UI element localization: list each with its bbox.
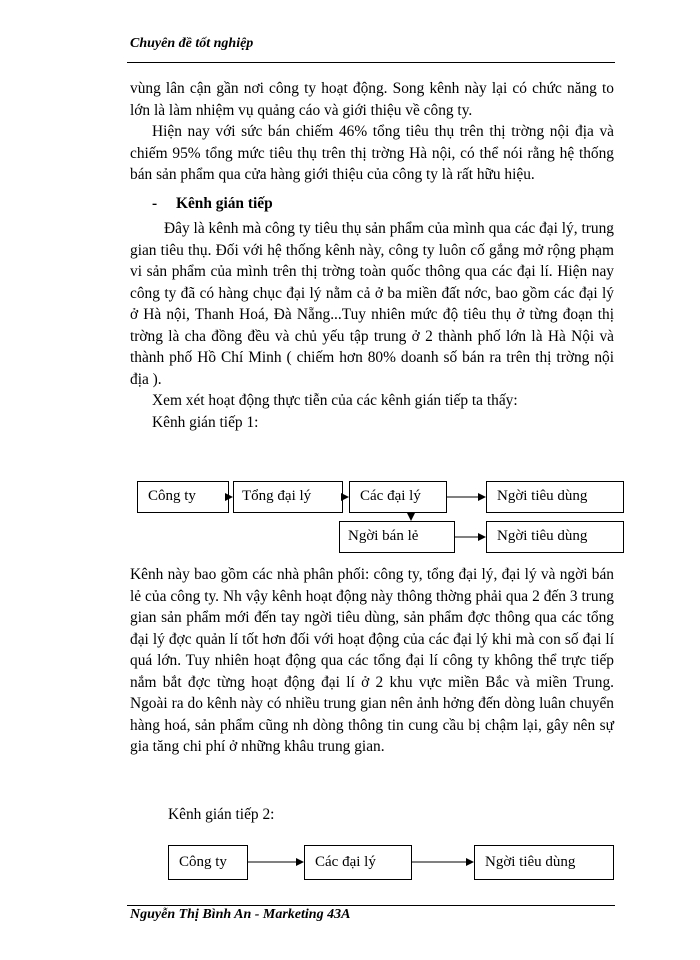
paragraph-3: Đây là kênh mà công ty tiêu thụ sản phẩm của mình qua các đại lý, trung gian tiêu thụ. Đối với hệ thống kênh này, công ty luôn cố gắng mở rộng phạm vi sản phẩm của mình trên thị trờng toàn quốc thông qua các đại lí. Hiện nay công ty đã có hàng chục đại lý nằm cả ở ba miền đất nớc, bao gồm các đại lý ở Hà nội, Thanh Hoá, Đà Nẵng...Tuy nhiên mức độ tiêu thụ ở từng đoạn thị trờng là cha đồng đều và chủ yếu tập trung ở 2 thành phố lớn là Hà Nội và thành phố Hồ Chí Minh ( chiếm hơn 80% doanh số bán ra trên thị trờng nội địa ). xyxy=(130,220,614,388)
d2-consumer-box: Ngời tiêu dùng xyxy=(474,845,614,880)
channel-1-label: Kênh gián tiếp 1: xyxy=(152,413,259,431)
channel-2-label: Kênh gián tiếp 2: xyxy=(168,806,275,823)
bullet-heading-text: Kênh gián tiếp xyxy=(176,195,273,212)
paragraph-2: Hiện nay với sức bán chiếm 46% tổng tiêu thụ trên thị trờng nội địa và chiếm 95% tổng mức tiêu thụ trên thị trờng Hà nội, có thể nói rằng hệ thống bán sản phẩm qua cửa hàng giới thiệu của công ty là rất hữu hiệu. xyxy=(130,123,614,183)
page-header: Chuyên đề tốt nghiệp xyxy=(130,36,254,51)
paragraph-5: Kênh này bao gồm các nhà phân phối: công ty, tổng đại lý, đại lý và ngời bán lẻ của công ty. Nh vậy kênh hoạt động này thông thờng phải qua 2 đến 3 trung gian sản phẩm mới đến tay ngời tiêu dùng, sản phẩm đợc thông qua các tổng đại lý đợc quản lí tốt hơn đối với hoạt động của các đại lý khi mà con số đại lí quá lớn. Tuy nhiên hoạt động qua các tổng đại lí công ty không thể trực tiếp nắm bắt đợc từng hoạt động đại lí ở 2 khu vực miền Bắc và miền Trung. Ngoài ra do kênh này có nhiều trung gian nên ảnh hởng đến dòng luân chuyển hàng hoá, sản phẩm cũng nh dòng thông tin cung cầu bị chậm lại, gây nên sự gia tăng chi phí ở những khâu trung gian. xyxy=(130,566,614,755)
d1-company-box: Công ty xyxy=(137,481,229,513)
d2-agents-box: Các đại lý xyxy=(304,845,412,880)
d1-consumer-bottom-box: Ngời tiêu dùng xyxy=(486,521,624,553)
paragraph-4: Xem xét hoạt động thực tiễn của các kênh gián tiếp ta thấy: xyxy=(152,392,518,409)
footer-rule xyxy=(127,905,615,906)
d1-general-agent-box: Tổng đại lý xyxy=(233,481,343,513)
page-footer: Nguyễn Thị Bình An - Marketing 43A xyxy=(130,907,351,922)
paragraph-1: vùng lân cận gần nơi công ty hoạt động. Song kênh này lại có chức năng to lớn là làm nhiệm vụ quảng cáo và giới thiệu về công ty. xyxy=(130,80,614,119)
bullet-dash-icon: - xyxy=(152,195,158,212)
d2-company-box: Công ty xyxy=(168,845,248,880)
d1-consumer-top-box: Ngời tiêu dùng xyxy=(486,481,624,513)
d1-agents-box: Các đại lý xyxy=(349,481,447,513)
d1-retailer-box: Ngời bán lẻ xyxy=(339,521,455,553)
